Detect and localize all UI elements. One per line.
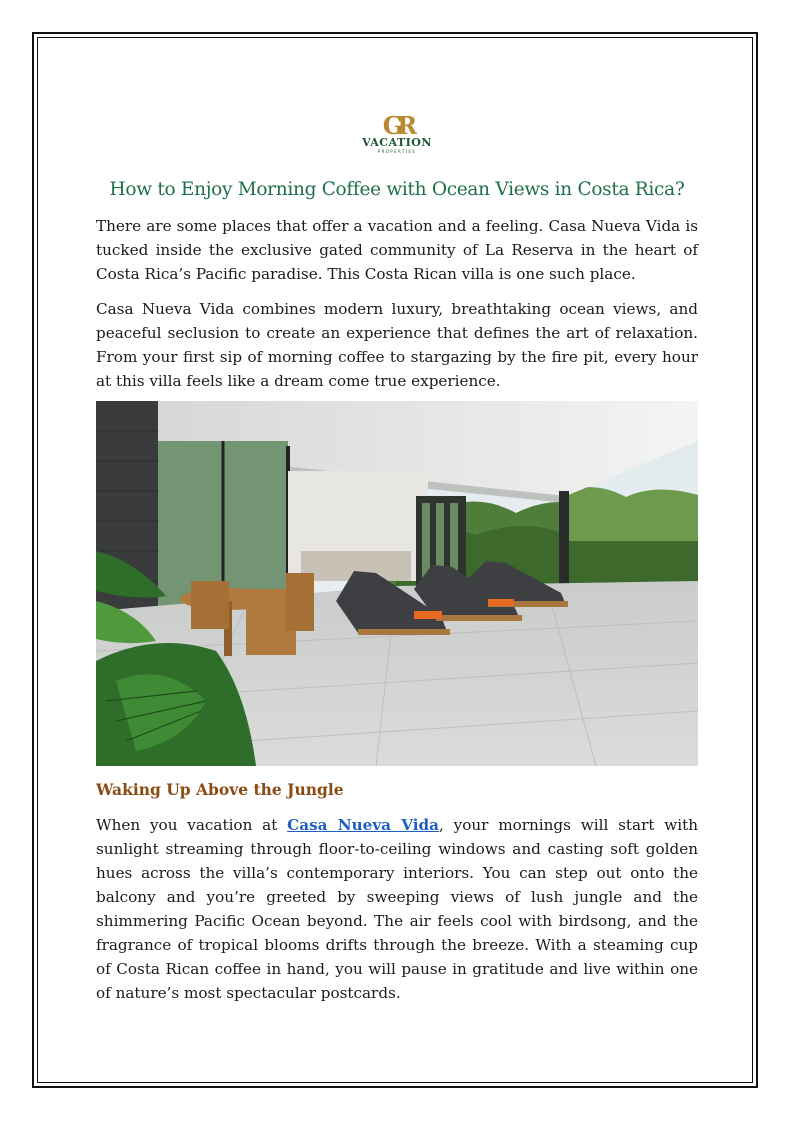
- logo-subtitle: PROPERTIES: [377, 149, 417, 154]
- gr-monogram-icon: [377, 111, 417, 139]
- intro-paragraph-2: Casa Nueva Vida combines modern luxury, breathtaking ocean views, and peaceful seclusion to create an experience that defines the art of relaxation. From your first sip of morning coffee to stargazing by the fire pit, every hour at this villa feels like a dream come true experience.: [96, 300, 698, 390]
- logo-word: VACATION: [362, 136, 432, 149]
- page-title: How to Enjoy Morning Coffee with Ocean Views in Costa Rica?: [109, 179, 685, 200]
- section-heading: Waking Up Above the Jungle: [96, 780, 344, 799]
- logo-monogram: GR: [382, 111, 412, 139]
- section-paragraph: [96, 813, 698, 1005]
- casa-nueva-vida-link[interactable]: Casa Nueva Vida: [287, 816, 439, 834]
- villa-terrace-photo: [96, 401, 698, 766]
- intro-paragraph-1: There are some places that offer a vacation and a feeling. Casa Nueva Vida is tucked inside the exclusive gated community of La Reserva in the heart of Costa Rica’s Pacific paradise. This Costa Rican villa is one such place.: [96, 217, 698, 283]
- section-text-before-link: When you vacation at: [96, 816, 288, 834]
- company-logo: [355, 111, 439, 159]
- section-text-after-link: , your mornings will start with sunlight streaming through floor-to-ceiling windows and casting soft golden hues across the villa’s contemporary interiors. You can step out onto the balcony and you’re greeted by sweeping views of lush jungle and the shimmering Pacific Ocean beyond. The air feels cool with birdsong, and the fragrance of tropical blooms drifts through the breeze. With a steaming cup of Costa Rican coffee in hand, you will pause in gratitude and live within one of nature’s most spectacular postcards.: [96, 816, 698, 1002]
